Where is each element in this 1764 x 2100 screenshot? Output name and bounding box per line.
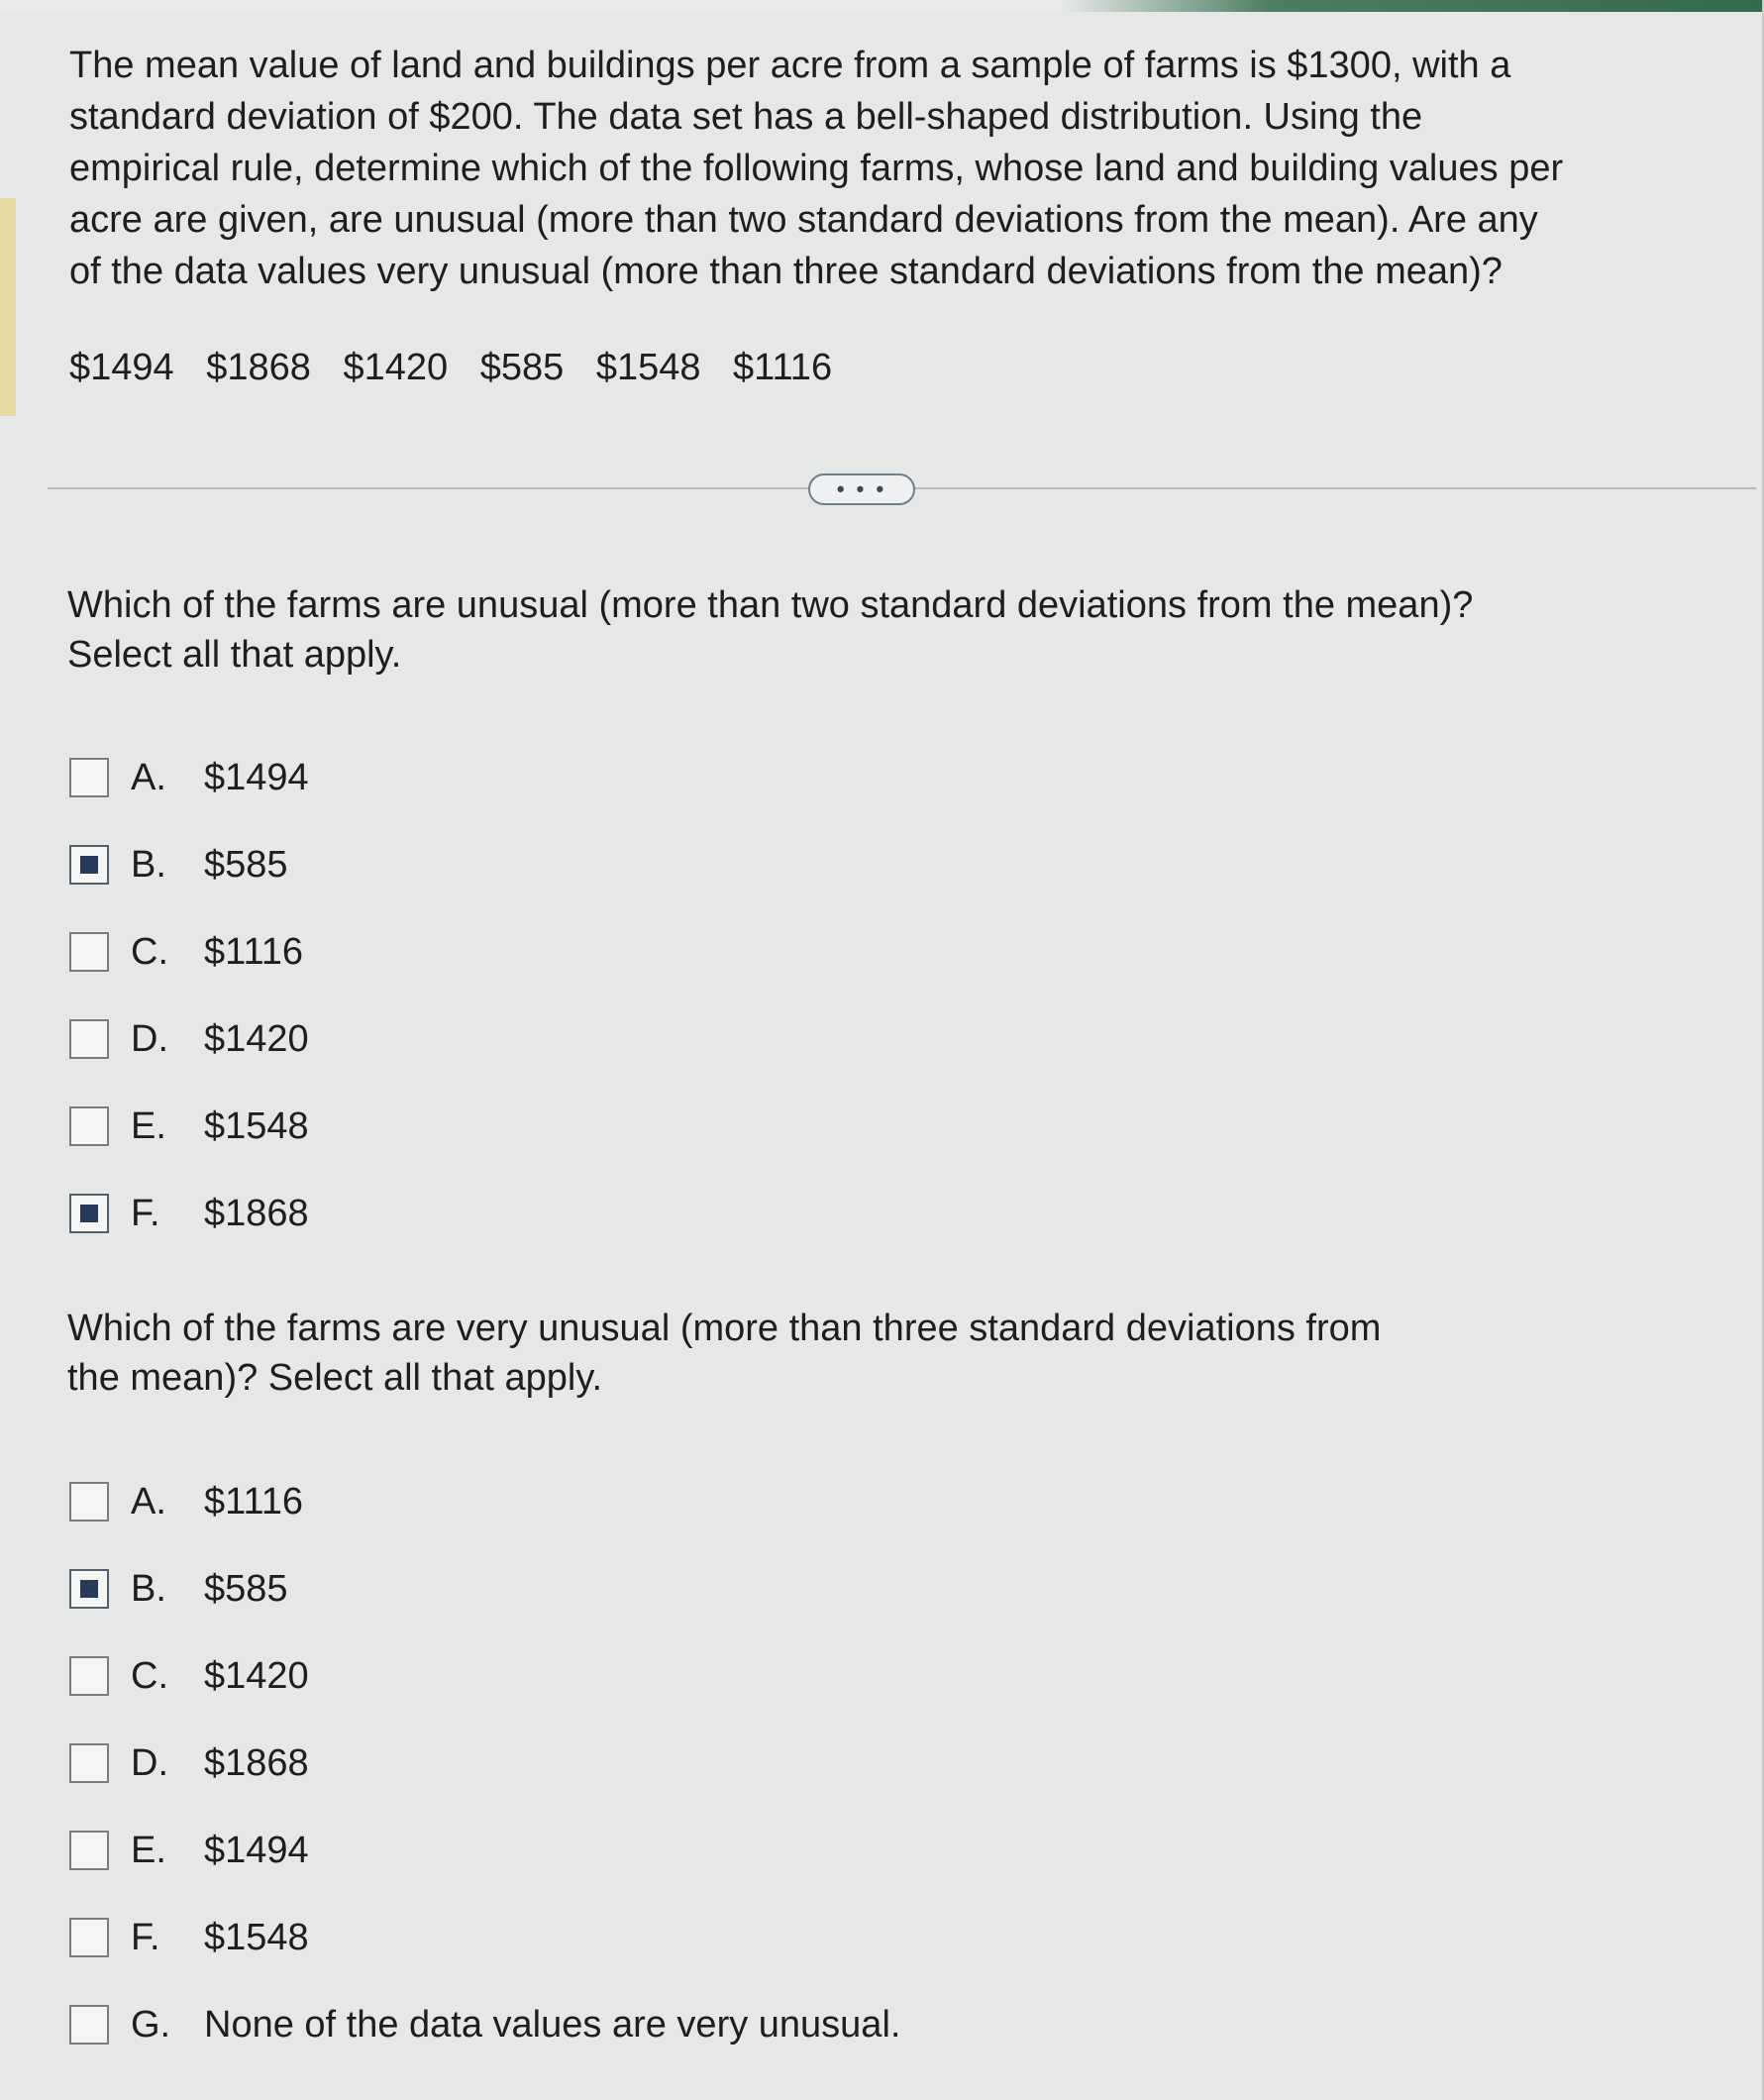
option-value: $1548 <box>204 1104 309 1147</box>
prompt-line: Which of the farms are unusual (more than two standard deviations from the mean)? <box>67 584 1474 626</box>
part2-options <box>69 1458 900 2068</box>
option-letter: C. <box>131 1654 168 1697</box>
option-letter: B. <box>131 1567 166 1610</box>
option-value: $1868 <box>204 1192 309 1234</box>
more-ellipsis-icon[interactable] <box>808 473 915 505</box>
question-line: of the data values very unusual (more than three standard deviations from the mean)? <box>69 251 1503 292</box>
checkbox[interactable] <box>69 1106 109 1146</box>
part2-option-e[interactable] <box>69 1807 900 1894</box>
part2-option-f[interactable] <box>69 1894 900 1981</box>
option-value: $1420 <box>204 1017 309 1060</box>
part1-prompt <box>67 580 1652 680</box>
part2-prompt <box>67 1304 1652 1403</box>
part1-option-d[interactable] <box>69 996 309 1083</box>
option-value: $585 <box>204 1567 288 1610</box>
checkbox[interactable] <box>69 1194 109 1233</box>
checkbox[interactable] <box>69 1019 109 1059</box>
option-value: $1116 <box>204 1480 304 1522</box>
option-value: $1868 <box>204 1741 309 1784</box>
part2-option-c[interactable] <box>69 1632 900 1720</box>
option-letter: F. <box>131 1192 160 1234</box>
part1-option-a[interactable] <box>69 734 309 821</box>
checkbox[interactable] <box>69 1569 109 1609</box>
checkbox[interactable] <box>69 1918 109 1957</box>
option-value: $585 <box>204 843 288 886</box>
option-letter: B. <box>131 843 166 886</box>
checkbox[interactable] <box>69 1831 109 1870</box>
option-letter: D. <box>131 1017 168 1060</box>
option-value: $1494 <box>204 756 309 798</box>
data-values <box>69 343 850 392</box>
option-letter: D. <box>131 1741 168 1784</box>
prompt-line: the mean)? Select all that apply. <box>67 1357 603 1399</box>
question-line: The mean value of land and buildings per acre from a sample of farms is $1300, with a <box>69 45 1511 86</box>
option-letter: E. <box>131 1104 166 1147</box>
checkbox[interactable] <box>69 1482 109 1522</box>
data-value: $1420 <box>343 347 449 388</box>
option-letter: G. <box>131 2003 171 2046</box>
question-line: standard deviation of $200. The data set has a bell-shaped distribution. Using the <box>69 96 1423 138</box>
checkbox[interactable] <box>69 845 109 885</box>
part1-option-f[interactable] <box>69 1170 309 1257</box>
part2-option-a[interactable] <box>69 1458 900 1545</box>
option-letter: C. <box>131 930 168 973</box>
option-letter: A. <box>131 1480 166 1522</box>
more-label: • • • <box>836 476 887 501</box>
prompt-line: Select all that apply. <box>67 634 402 676</box>
option-letter: E. <box>131 1829 166 1871</box>
option-letter: F. <box>131 1916 160 1958</box>
checkbox[interactable] <box>69 1743 109 1783</box>
question-line: acre are given, are unusual (more than two standard deviations from the mean). Are any <box>69 199 1538 241</box>
part2-option-d[interactable] <box>69 1720 900 1807</box>
part1-option-b[interactable] <box>69 821 309 908</box>
question-text <box>69 40 1743 297</box>
option-value: $1420 <box>204 1654 309 1697</box>
checkbox[interactable] <box>69 1656 109 1696</box>
prompt-line: Which of the farms are very unusual (more than three standard deviations from <box>67 1308 1382 1349</box>
data-value: $1494 <box>69 347 174 388</box>
question-line: empirical rule, determine which of the following farms, whose land and building values per <box>69 148 1564 189</box>
data-value: $1116 <box>733 347 833 388</box>
part1-option-e[interactable] <box>69 1083 309 1170</box>
option-value: $1548 <box>204 1916 309 1958</box>
data-value: $1548 <box>595 347 701 388</box>
option-value: $1116 <box>204 930 304 973</box>
checkbox[interactable] <box>69 758 109 797</box>
option-letter: A. <box>131 756 166 798</box>
checkbox[interactable] <box>69 2005 109 2045</box>
part1-option-c[interactable] <box>69 908 309 996</box>
data-value: $585 <box>479 347 565 388</box>
part2-option-b[interactable] <box>69 1545 900 1632</box>
option-value: None of the data values are very unusual. <box>204 2003 901 2046</box>
data-value: $1868 <box>206 347 311 388</box>
checkbox[interactable] <box>69 932 109 972</box>
part2-option-g[interactable] <box>69 1981 900 2068</box>
option-value: $1494 <box>204 1829 309 1871</box>
part1-options <box>69 734 309 1257</box>
